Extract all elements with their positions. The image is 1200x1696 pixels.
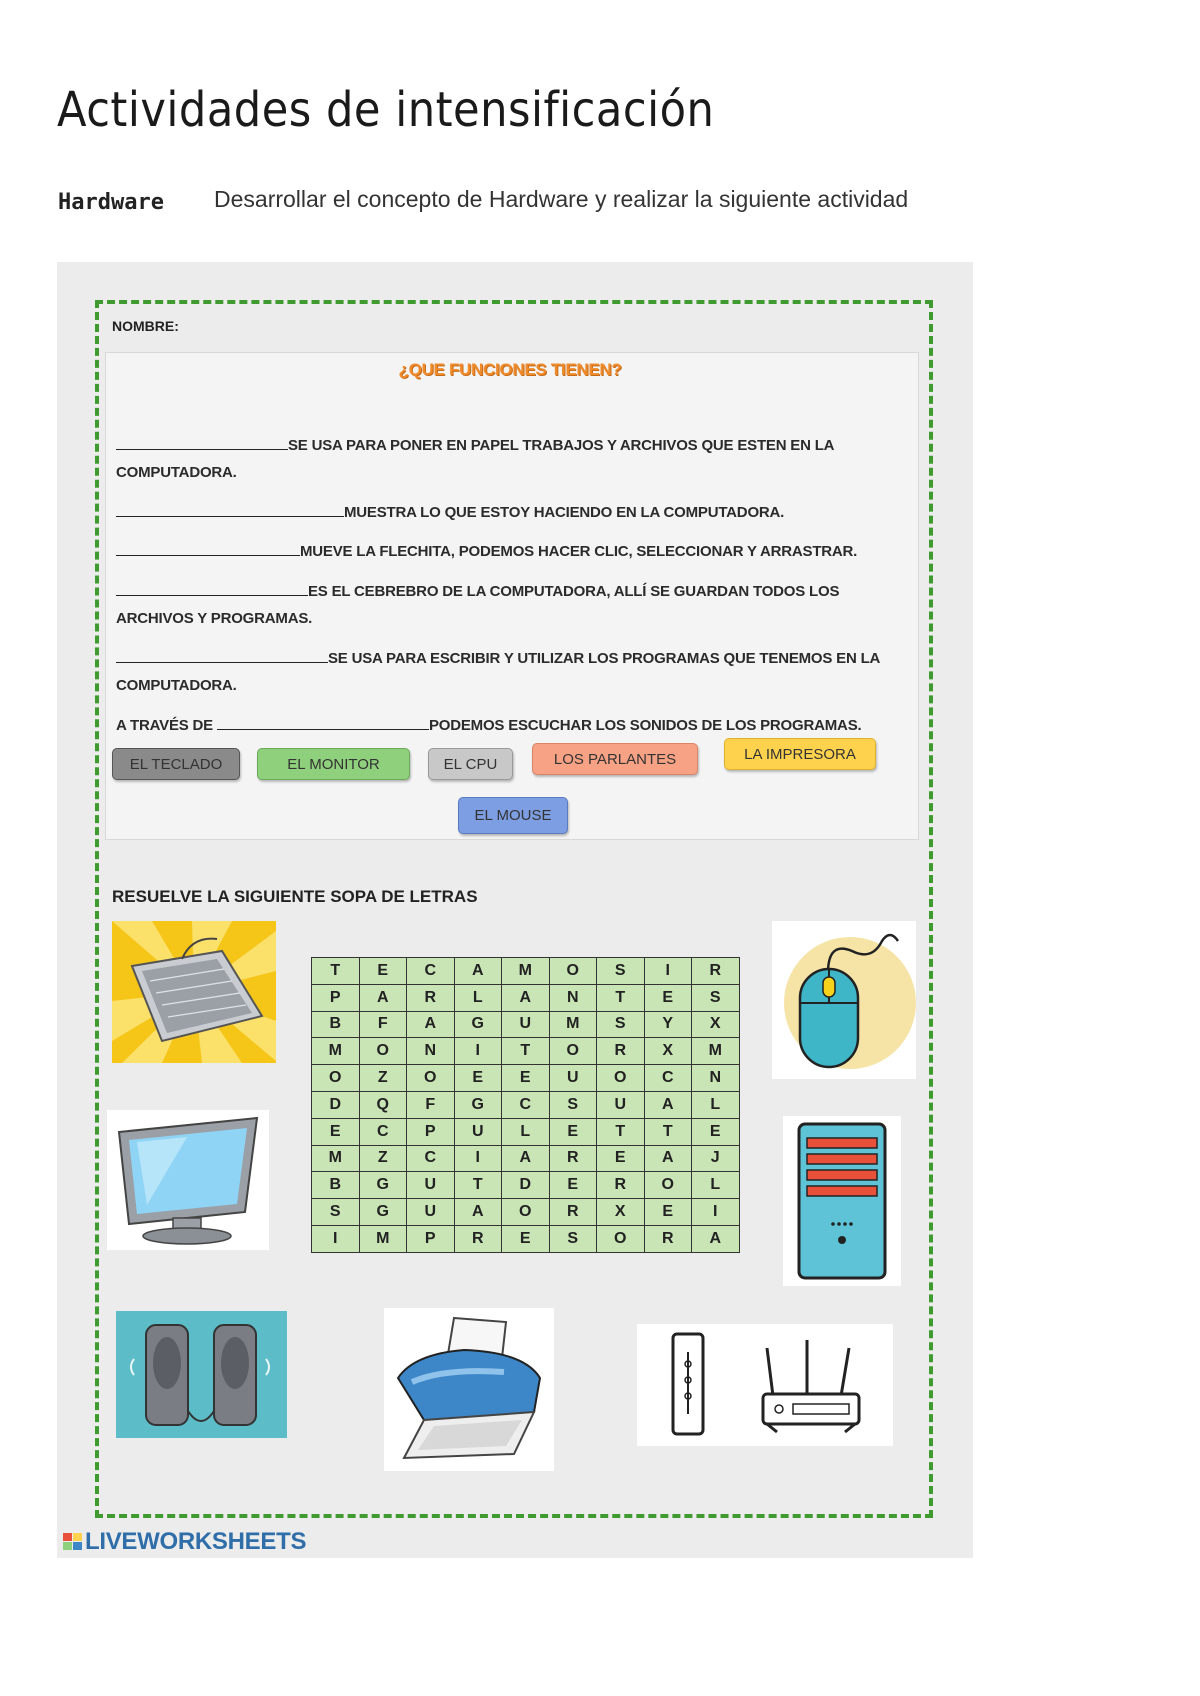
grid-cell[interactable]: Z [359, 1145, 407, 1172]
speakers-image [116, 1311, 287, 1438]
option-los-parlantes[interactable]: LOS PARLANTES [532, 743, 698, 775]
grid-cell[interactable]: X [597, 1199, 645, 1226]
grid-cell[interactable]: O [312, 1065, 360, 1092]
grid-cell[interactable]: I [644, 958, 692, 985]
grid-cell[interactable]: F [407, 1091, 455, 1118]
grid-row [312, 1065, 740, 1092]
question-1 [116, 432, 896, 486]
monitor-image [107, 1110, 269, 1250]
grid-cell[interactable]: C [644, 1065, 692, 1092]
logo-icon [63, 1533, 83, 1551]
grid-cell[interactable]: D [502, 1172, 550, 1199]
grid-cell[interactable]: C [502, 1091, 550, 1118]
grid-cell[interactable]: A [502, 1145, 550, 1172]
grid-cell[interactable]: E [549, 1172, 597, 1199]
mouse-image [772, 921, 916, 1079]
grid-cell[interactable]: P [407, 1225, 455, 1252]
name-label: NOMBRE: [112, 318, 179, 334]
grid-cell[interactable]: R [597, 1172, 645, 1199]
grid-cell[interactable]: T [597, 1118, 645, 1145]
question-text: MUEVE LA FLECHITA, PODEMOS HACER CLIC, SELECCIONAR Y ARRASTRAR. [300, 543, 858, 560]
grid-row [312, 1145, 740, 1172]
liveworksheets-logo [63, 1528, 306, 1556]
question-text: PODEMOS ESCUCHAR LOS SONIDOS DE LOS PROGRAMAS. [428, 717, 862, 734]
grid-cell[interactable]: E [454, 1065, 502, 1092]
worksheet-title: ¿QUE FUNCIONES TIENEN? [398, 360, 622, 379]
grid-cell[interactable]: T [644, 1118, 692, 1145]
grid-cell[interactable]: R [407, 984, 455, 1011]
grid-cell[interactable]: O [597, 1065, 645, 1092]
grid-cell[interactable]: E [502, 1065, 550, 1092]
grid-cell[interactable]: S [549, 1091, 597, 1118]
question-text: MUESTRA LO QUE ESTOY HACIENDO EN LA COMPUTADORA. [344, 504, 785, 521]
grid-cell[interactable]: G [454, 1091, 502, 1118]
grid-cell[interactable]: S [597, 1011, 645, 1038]
grid-cell[interactable]: O [407, 1065, 455, 1092]
speakers-icon [116, 1311, 287, 1438]
grid-cell[interactable]: N [549, 984, 597, 1011]
answer-blank[interactable] [217, 715, 429, 730]
grid-cell[interactable]: R [454, 1225, 502, 1252]
grid-cell[interactable]: S [549, 1225, 597, 1252]
grid-cell[interactable]: L [692, 1172, 740, 1199]
grid-cell[interactable]: E [692, 1118, 740, 1145]
grid-cell[interactable]: R [692, 958, 740, 985]
grid-cell[interactable]: G [454, 1011, 502, 1038]
grid-cell[interactable]: T [312, 958, 360, 985]
grid-cell[interactable]: A [644, 1145, 692, 1172]
grid-cell[interactable]: I [692, 1199, 740, 1226]
grid-row [312, 1172, 740, 1199]
answer-blank[interactable] [116, 541, 300, 556]
cpu-tower-icon [783, 1116, 901, 1286]
grid-cell[interactable]: E [502, 1225, 550, 1252]
question-text: SE USA PARA ESCRIBIR Y UTILIZAR LOS PROGRAMAS QUE TENEMOS EN LA [328, 650, 881, 667]
grid-row [312, 1199, 740, 1226]
grid-cell[interactable]: O [549, 1038, 597, 1065]
grid-row [312, 1225, 740, 1252]
grid-cell[interactable]: U [549, 1065, 597, 1092]
answer-blank[interactable] [116, 581, 308, 596]
printer-image [384, 1308, 554, 1471]
grid-cell[interactable]: X [692, 1011, 740, 1038]
grid-cell[interactable]: E [597, 1145, 645, 1172]
grid-cell[interactable]: C [407, 1145, 455, 1172]
question-3 [116, 538, 896, 565]
grid-cell[interactable]: A [359, 984, 407, 1011]
grid-cell[interactable]: I [454, 1145, 502, 1172]
grid-cell[interactable]: P [312, 984, 360, 1011]
mouse-icon [772, 921, 916, 1079]
grid-cell[interactable]: I [312, 1225, 360, 1252]
grid-cell[interactable]: F [359, 1011, 407, 1038]
grid-cell[interactable]: L [692, 1091, 740, 1118]
question-4 [116, 578, 896, 632]
grid-cell[interactable]: U [454, 1118, 502, 1145]
grid-cell[interactable]: R [597, 1038, 645, 1065]
keyboard-image [112, 921, 276, 1063]
question-text: ES EL CEBREBRO DE LA COMPUTADORA, ALLÍ SE GUARDAN TODOS LOS [308, 583, 840, 600]
router-icon [637, 1324, 893, 1446]
grid-cell[interactable]: E [312, 1118, 360, 1145]
logo-text: LIVEWORKSHEETS [85, 1528, 307, 1555]
grid-cell[interactable]: T [502, 1038, 550, 1065]
grid-cell[interactable]: A [692, 1225, 740, 1252]
grid-cell[interactable]: M [312, 1145, 360, 1172]
question-text-continued: COMPUTADORA. [116, 677, 237, 694]
grid-cell[interactable]: G [359, 1199, 407, 1226]
question-2 [116, 499, 896, 526]
grid-cell[interactable]: E [644, 1199, 692, 1226]
grid-cell[interactable]: E [549, 1118, 597, 1145]
grid-cell[interactable]: R [549, 1199, 597, 1226]
cpu-tower-image [783, 1116, 901, 1286]
grid-row [312, 1091, 740, 1118]
modem-router-image [637, 1324, 893, 1446]
grid-cell[interactable]: S [597, 958, 645, 985]
answer-blank[interactable] [116, 502, 344, 517]
grid-cell[interactable]: S [312, 1199, 360, 1226]
grid-cell[interactable]: M [502, 958, 550, 985]
word-search-grid [311, 957, 740, 1253]
printer-icon [384, 1308, 554, 1471]
grid-cell[interactable]: A [502, 984, 550, 1011]
grid-cell[interactable]: N [407, 1038, 455, 1065]
grid-cell[interactable]: T [454, 1172, 502, 1199]
grid-cell[interactable]: R [644, 1225, 692, 1252]
grid-cell[interactable]: S [692, 984, 740, 1011]
grid-cell[interactable]: Y [644, 1011, 692, 1038]
question-text: SE USA PARA PONER EN PAPEL TRABAJOS Y ARCHIVOS QUE ESTEN EN LA [288, 437, 835, 454]
instruction-text: Desarrollar el concepto de Hardware y realizar la siguiente actividad [214, 186, 909, 212]
section-label: Hardware [58, 190, 164, 215]
option-el-monitor[interactable]: EL MONITOR [257, 748, 410, 780]
question-6 [116, 712, 896, 739]
answer-blank[interactable] [116, 648, 328, 663]
grid-cell[interactable]: M [692, 1038, 740, 1065]
question-text-continued: ARCHIVOS Y PROGRAMAS. [116, 610, 313, 627]
grid-cell[interactable]: U [407, 1199, 455, 1226]
page-title: Actividades de intensificación [57, 82, 715, 138]
grid-cell[interactable]: U [502, 1011, 550, 1038]
grid-cell[interactable]: Z [359, 1065, 407, 1092]
grid-cell[interactable]: O [597, 1225, 645, 1252]
option-el-teclado[interactable]: EL TECLADO [112, 748, 240, 780]
grid-cell[interactable]: A [454, 1199, 502, 1226]
question-prefix: A TRAVÉS DE [116, 717, 213, 734]
grid-cell[interactable]: E [644, 984, 692, 1011]
question-5 [116, 645, 896, 699]
grid-cell[interactable]: C [359, 1118, 407, 1145]
grid-cell[interactable]: E [359, 958, 407, 985]
grid-row [312, 1118, 740, 1145]
option-el-cpu[interactable]: EL CPU [428, 748, 513, 780]
grid-cell[interactable]: A [454, 958, 502, 985]
grid-cell[interactable]: M [359, 1225, 407, 1252]
grid-cell[interactable]: D [312, 1091, 360, 1118]
grid-cell[interactable]: A [407, 1011, 455, 1038]
grid-cell[interactable]: C [407, 958, 455, 985]
question-text-continued: COMPUTADORA. [116, 464, 237, 481]
grid-cell[interactable]: B [312, 1172, 360, 1199]
word-search-title: RESUELVE LA SIGUIENTE SOPA DE LETRAS [112, 887, 478, 906]
grid-row [312, 984, 740, 1011]
grid-cell[interactable]: O [644, 1172, 692, 1199]
grid-cell[interactable]: M [312, 1038, 360, 1065]
answer-blank[interactable] [116, 435, 288, 450]
grid-cell[interactable]: R [549, 1145, 597, 1172]
grid-cell[interactable]: N [692, 1065, 740, 1092]
keyboard-icon [112, 921, 276, 1063]
option-el-mouse[interactable]: EL MOUSE [458, 797, 568, 834]
grid-cell[interactable]: Q [359, 1091, 407, 1118]
grid-cell[interactable]: B [312, 1011, 360, 1038]
option-la-impresora[interactable]: LA IMPRESORA [724, 738, 876, 770]
grid-cell[interactable]: O [502, 1199, 550, 1226]
grid-cell[interactable]: X [644, 1038, 692, 1065]
grid-cell[interactable]: O [549, 958, 597, 985]
grid-row [312, 1038, 740, 1065]
grid-cell[interactable]: A [644, 1091, 692, 1118]
grid-cell[interactable]: G [359, 1172, 407, 1199]
grid-cell[interactable]: J [692, 1145, 740, 1172]
grid-cell[interactable]: U [597, 1091, 645, 1118]
grid-cell[interactable]: L [454, 984, 502, 1011]
monitor-icon [107, 1110, 269, 1250]
grid-cell[interactable]: M [549, 1011, 597, 1038]
grid-cell[interactable]: L [502, 1118, 550, 1145]
grid-cell[interactable]: O [359, 1038, 407, 1065]
grid-row [312, 958, 740, 985]
grid-cell[interactable]: U [407, 1172, 455, 1199]
grid-cell[interactable]: T [597, 984, 645, 1011]
grid-cell[interactable]: I [454, 1038, 502, 1065]
grid-row [312, 1011, 740, 1038]
grid-cell[interactable]: P [407, 1118, 455, 1145]
